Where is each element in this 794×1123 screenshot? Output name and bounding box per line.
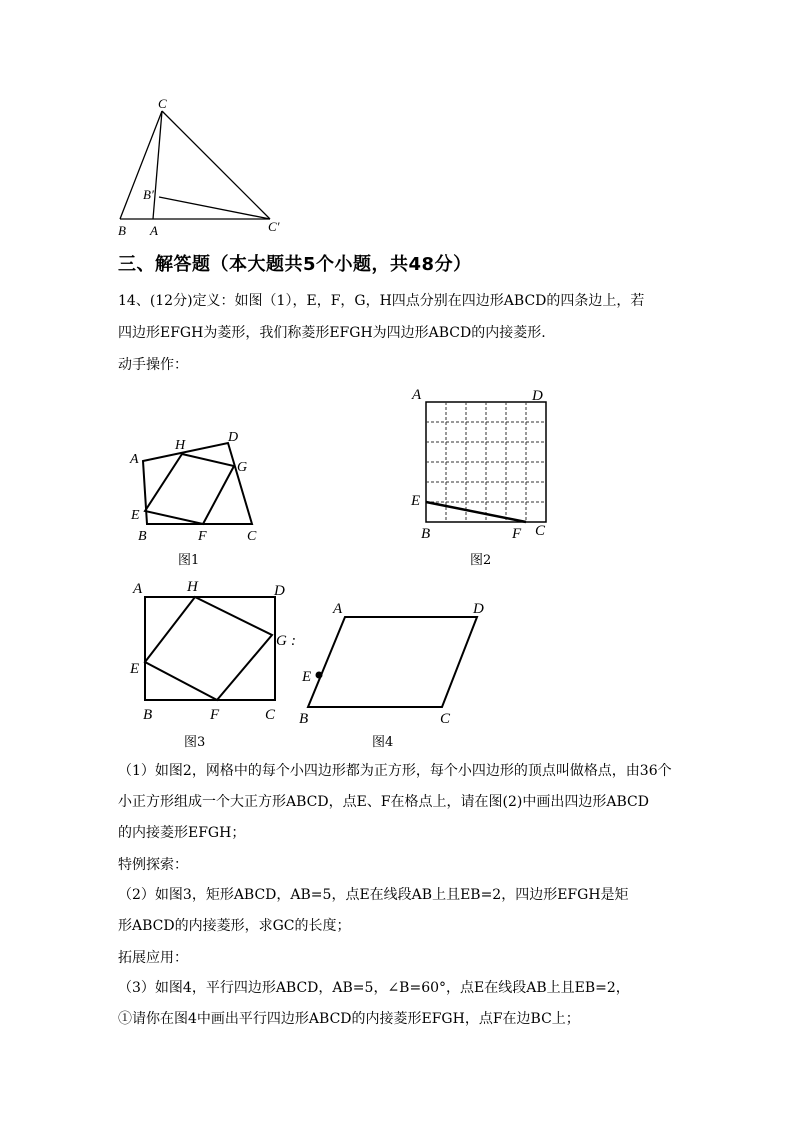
label-B: B	[118, 223, 126, 238]
fig1-label-E: E	[131, 508, 140, 523]
fig4-label-E: E	[302, 669, 312, 685]
label-C: C	[158, 96, 167, 111]
figure-4	[295, 595, 495, 730]
fig3-label-G-colon: :	[291, 633, 296, 649]
fig3-rectangle	[145, 597, 275, 700]
special-title: 特例探索：	[118, 857, 188, 873]
fig2-label-B: B	[421, 526, 431, 542]
extension-title: 拓展应用：	[118, 950, 188, 966]
section-heading: 三、解答题（本大题共5个小题，共48分）	[118, 254, 472, 275]
fig1-label-F: F	[198, 529, 207, 544]
fig3-label-F: F	[210, 707, 220, 723]
fig2-label-D: D	[532, 388, 543, 404]
figure-2	[405, 380, 565, 545]
fig2-label-C: C	[535, 523, 546, 539]
fig4-point-E	[316, 672, 323, 679]
figure-3-caption: 图3	[184, 735, 206, 750]
fig3-label-E: E	[130, 661, 140, 677]
fig3-label-G: G	[276, 633, 287, 649]
figure-1	[125, 425, 265, 545]
hands-on-title: 动手操作：	[118, 357, 188, 373]
figure-3	[125, 575, 305, 725]
fig4-label-C: C	[440, 711, 451, 727]
part2-line1: （2）如图3，矩形ABCD，AB=5，点E在线段AB上且EB=2，四边形EFGH是矩	[118, 887, 629, 903]
fig3-label-D: D	[274, 583, 285, 599]
fig1-label-G: G	[237, 460, 248, 475]
fig1-label-H: H	[175, 438, 186, 453]
question-definition-line2: 四边形EFGH为菱形，我们称菱形EFGH为四边形ABCD的内接菱形.	[118, 325, 546, 341]
fig3-label-C: C	[265, 707, 276, 723]
figure-1-caption: 图1	[178, 553, 200, 568]
fig3-label-B: B	[143, 707, 153, 723]
part1-line1: （1）如图2，网格中的每个小四边形都为正方形，每个小四边形的顶点叫做格点，由36个	[118, 763, 672, 779]
fig2-grid-lines	[426, 402, 546, 522]
fig2-label-A: A	[412, 387, 422, 403]
question-definition-line1	[118, 290, 644, 310]
fig2-label-F: F	[512, 526, 522, 542]
fig2-segment-EF	[426, 502, 526, 522]
definition-text-1: 定义：如图（1），E，F，G，H四点分别在四边形ABCD的四条边上，若	[192, 293, 645, 309]
fig3-label-A: A	[133, 581, 143, 597]
figure-4-caption: 图4	[372, 735, 394, 750]
fig3-label-H: H	[187, 579, 198, 595]
part2-line2: 形ABCD的内接菱形，求GC的长度；	[118, 918, 351, 934]
part3-line1: （3）如图4，平行四边形ABCD，AB=5，∠B=60°，点E在线段AB上且EB=2，	[118, 980, 630, 996]
fig4-parallelogram	[308, 617, 477, 707]
fig4-label-D: D	[473, 601, 484, 617]
fig4-label-A: A	[333, 601, 343, 617]
label-C-prime: C′	[268, 219, 280, 234]
fig1-label-D: D	[228, 430, 239, 445]
label-A: A	[150, 223, 158, 238]
figure-2-caption: 图2	[470, 553, 492, 568]
fig1-label-A: A	[130, 452, 139, 467]
fig2-label-E: E	[411, 493, 421, 509]
part1-line3: 的内接菱形EFGH；	[118, 825, 246, 841]
triangle-figure	[110, 95, 310, 240]
fig1-label-C: C	[247, 529, 257, 544]
part1-line2: 小正方形组成一个大正方形ABCD，点E、F在格点上，请在图(2)中画出四边形ABCD	[118, 794, 649, 810]
fig4-label-B: B	[299, 711, 309, 727]
fig1-label-B: B	[138, 529, 147, 544]
fig3-rhombus	[145, 597, 272, 700]
part3-line2: ①请你在图4中画出平行四边形ABCD的内接菱形EFGH，点F在边BC上；	[118, 1011, 580, 1027]
question-number: 14、(12分)	[118, 293, 193, 309]
label-B-prime: B′	[143, 187, 154, 202]
